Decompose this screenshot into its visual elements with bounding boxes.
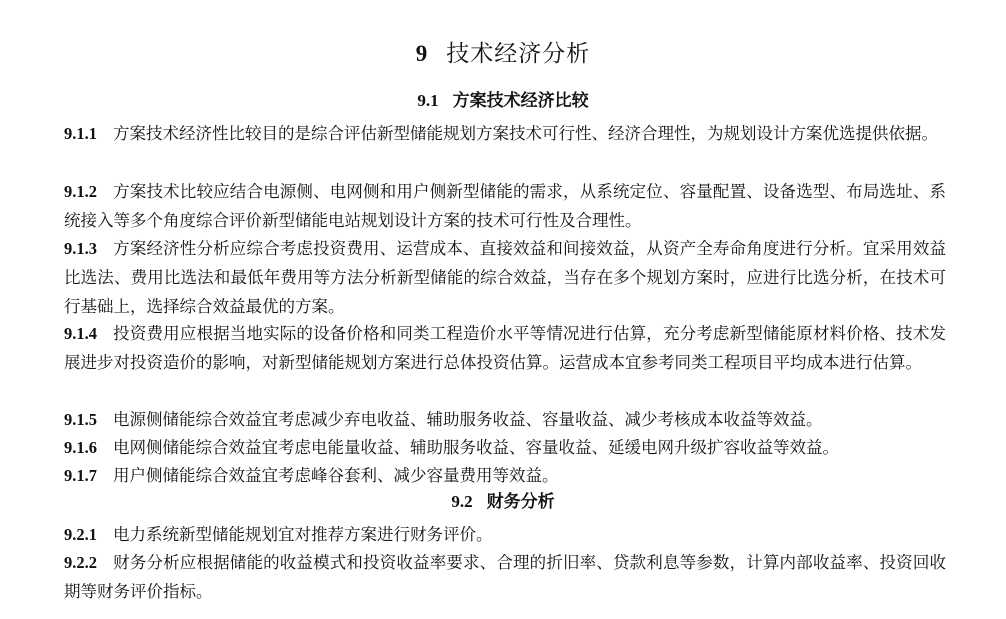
clause-text: 电源侧储能综合效益宜考虑减少弃电收益、辅助服务收益、容量收益、减少考核成本收益等效益。 [113,410,823,429]
chapter-title-text: 技术经济分析 [446,41,591,67]
section-title-text: 财务分析 [486,492,555,512]
clause-text: 投资费用应根据当地实际的设备价格和同类工程造价水平等情况进行估算，充分考虑新型储能原材料价格、技术发展进步对投资造价的影响，对新型储能规划方案进行总体投资估算。运营成本宜参考同类工程项目平均成本进行估算。 [64,324,946,373]
clause-paragraph [64,461,946,490]
clause-paragraph [64,119,946,148]
clause-number: 9.1.4 [64,324,97,343]
section-title [0,88,1006,114]
section-title-text: 方案技术经济比较 [452,91,589,111]
clause-text: 财务分析应根据储能的收益模式和投资收益率要求、合理的折旧率、贷款利息等参数，计算内部收益率、投资回收期等财务评价指标。 [64,553,946,602]
clause-text: 用户侧储能综合效益宜考虑峰谷套利、减少容量费用等效益。 [113,466,559,485]
section-number: 9.1 [417,91,439,110]
clause-number: 9.2.1 [64,525,97,544]
clause-paragraph [64,319,946,377]
clause-number: 9.1.2 [64,182,97,201]
clause-paragraph [64,405,946,434]
clause-text: 电力系统新型储能规划宜对推荐方案进行财务评价。 [113,525,493,544]
clause-text: 电网侧储能综合效益宜考虑电能量收益、辅助服务收益、容量收益、延缓电网升级扩容收益等效益。 [113,438,839,457]
clause-number: 9.1.5 [64,410,97,429]
section-number: 9.2 [451,492,473,511]
clause-paragraph [64,234,946,322]
clause-paragraph [64,548,946,606]
clause-text: 方案技术经济性比较目的是综合评估新型储能规划方案技术可行性、经济合理性，为规划设计方案优选提供依据。 [113,124,938,143]
clause-text: 方案技术比较应结合电源侧、电网侧和用户侧新型储能的需求，从系统定位、容量配置、设备选型、布局选址、系统接入等多个角度综合评价新型储能电站规划设计方案的技术可行性及合理性。 [64,182,946,231]
chapter-number: 9 [415,41,429,66]
clause-number: 9.1.3 [64,239,97,258]
clause-number: 9.2.2 [64,553,97,572]
clause-text: 方案经济性分析应综合考虑投资费用、运营成本、直接效益和间接效益，从资产全寿命角度进行分析。宜采用效益比选法、费用比选法和最低年费用等方法分析新型储能的综合效益，当存在多个规划方案时，应进行比选分析，在技术可行基础上，选择综合效益最优的方案。 [64,239,946,317]
clause-paragraph [64,433,946,462]
clause-paragraph [64,177,946,235]
clause-number: 9.1.7 [64,466,97,485]
section-title [0,489,1006,515]
clause-paragraph [64,520,946,549]
clause-number: 9.1.6 [64,438,97,457]
clause-number: 9.1.1 [64,124,97,143]
chapter-title [0,38,1006,70]
